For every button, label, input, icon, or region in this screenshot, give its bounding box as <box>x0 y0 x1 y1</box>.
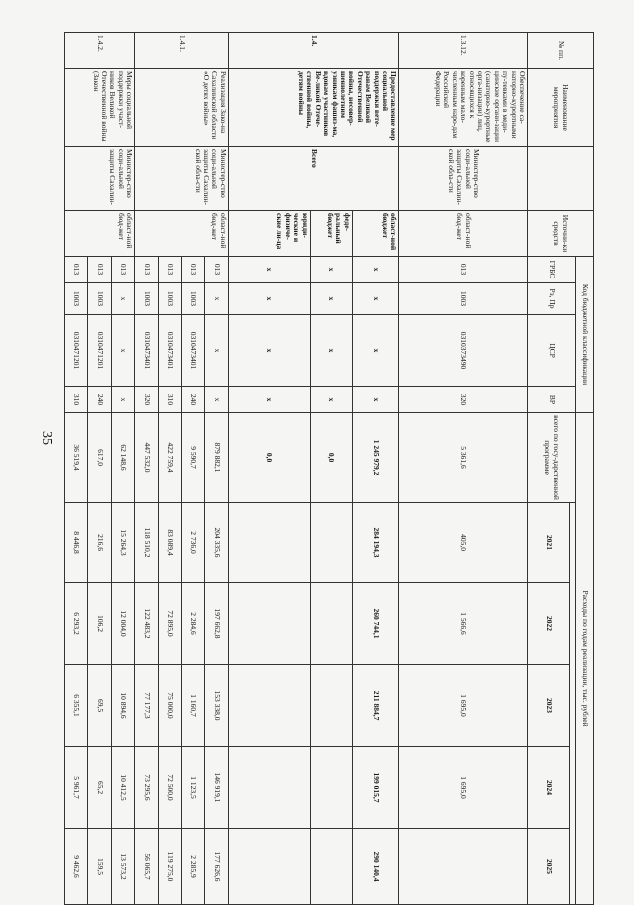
cell-rzpr: 1003 <box>399 283 528 315</box>
cell-2023 <box>228 665 310 747</box>
cell-2021: 8 446,8 <box>65 503 88 583</box>
cell-total: 0,0 <box>228 413 310 503</box>
cell-2024: 146 919,1 <box>205 747 228 829</box>
cell-2024 <box>310 747 352 829</box>
cell-rzpr: 1003 <box>88 283 111 315</box>
cell-2025: 56 065,7 <box>135 829 158 905</box>
cell-vr: 310 <box>65 387 88 413</box>
cell-total: 62 148,6 <box>111 413 134 503</box>
cell-rzpr: х <box>352 283 399 315</box>
cell-csr: х <box>352 315 399 387</box>
rotated-table-wrapper <box>64 32 594 904</box>
cell-total: 422 759,4 <box>158 413 181 503</box>
cell-2022 <box>310 583 352 665</box>
cell-2025 <box>228 829 310 905</box>
cell-2024: 1 695,0 <box>399 747 528 829</box>
cell-2021: 216,6 <box>88 503 111 583</box>
cell-2024: 199 015,7 <box>352 747 399 829</box>
cell-2024: 5 961,7 <box>65 747 88 829</box>
cell-grbs: 013 <box>205 257 228 283</box>
cell-total: 617,0 <box>88 413 111 503</box>
cell-rzpr: х <box>310 283 352 315</box>
row-executor: Всего <box>228 147 399 211</box>
cell-csr: х <box>111 315 134 387</box>
header-name: Наименование мероприятия <box>528 69 594 147</box>
header-num: № пп. <box>528 33 594 69</box>
cell-2023: 75 000,0 <box>158 665 181 747</box>
cell-2022: 6 293,2 <box>65 583 88 665</box>
cell-rzpr: х <box>228 283 310 315</box>
cell-rzpr: 1003 <box>65 283 88 315</box>
cell-2023: 69,5 <box>88 665 111 747</box>
cell-2022 <box>228 583 310 665</box>
cell-2023 <box>310 665 352 747</box>
cell-csr: 0310473401 <box>135 315 158 387</box>
cell-2023: 77 177,3 <box>135 665 158 747</box>
cell-2022: 12 004,0 <box>111 583 134 665</box>
cell-2021: 405,0 <box>399 503 528 583</box>
cell-grbs: 013 <box>399 257 528 283</box>
header-executor <box>528 147 594 211</box>
cell-csr: х <box>310 315 352 387</box>
cell-total: 879 882,1 <box>205 413 228 503</box>
cell-2025: 2 285,9 <box>181 829 204 905</box>
row-source: област-ной бюд-жет <box>135 211 229 257</box>
cell-2024: 65,2 <box>88 747 111 829</box>
header-vr: ВР <box>528 387 576 413</box>
row-name: Реализация Зако-на Сахалинской области «О детях войны» <box>135 69 229 147</box>
cell-total: 9 590,7 <box>181 413 204 503</box>
cell-csr: 0310473401 <box>158 315 181 387</box>
cell-csr: 0310473401 <box>181 315 204 387</box>
cell-2025: 13 573,2 <box>111 829 134 905</box>
cell-2024 <box>228 747 310 829</box>
cell-2022: 197 662,8 <box>205 583 228 665</box>
cell-csr: 0310373490 <box>399 315 528 387</box>
row-source: област-ной бюд-жет <box>65 211 135 257</box>
cell-vr: х <box>228 387 310 413</box>
table-row <box>111 33 134 905</box>
cell-2023: 1 160,7 <box>181 665 204 747</box>
row-num: 1.3.12. <box>399 33 528 69</box>
header-year-2021: 2021 <box>528 503 570 583</box>
header-grbs: ГРБС <box>528 257 576 283</box>
row-name: Меры социальной поддержки участ-ников Великой Отечественной войны (Закон <box>65 69 135 147</box>
cell-grbs: 013 <box>88 257 111 283</box>
cell-2021 <box>228 503 310 583</box>
cell-2025: 119 275,0 <box>158 829 181 905</box>
cell-total: 0,0 <box>310 413 352 503</box>
cell-vr: 240 <box>88 387 111 413</box>
cell-vr: 240 <box>181 387 204 413</box>
row-executor: Министер-ство соци-альной защиты Сахалин- <box>65 147 135 211</box>
cell-2025: 177 626,6 <box>205 829 228 905</box>
cell-rzpr: 1003 <box>181 283 204 315</box>
budget-table <box>64 32 594 905</box>
header-expenses: Расходы по годам реализации, тыс. рублей <box>576 413 594 905</box>
cell-2022: 2 284,6 <box>181 583 204 665</box>
cell-vr: х <box>111 387 134 413</box>
cell-2021: 2 736,0 <box>181 503 204 583</box>
cell-total: 447 532,0 <box>135 413 158 503</box>
cell-rzpr: 1003 <box>135 283 158 315</box>
row-source: феде-ральный бюджет <box>310 211 352 257</box>
cell-2023: 211 884,7 <box>352 665 399 747</box>
cell-vr: 320 <box>399 387 528 413</box>
header-budget-code: Код бюджетной классификации <box>576 257 594 413</box>
header-total: всего по госу-дарственной программе <box>528 413 576 503</box>
cell-2023: 6 355,1 <box>65 665 88 747</box>
row-num: 1.4.1. <box>135 33 229 69</box>
row-source: област-ной бюджет <box>352 211 399 257</box>
header-years-spacer <box>570 503 576 905</box>
cell-rzpr: х <box>205 283 228 315</box>
cell-2022: 122 483,2 <box>135 583 158 665</box>
cell-grbs: 013 <box>181 257 204 283</box>
header-year-2022: 2022 <box>528 583 570 665</box>
cell-2024: 1 123,5 <box>181 747 204 829</box>
cell-2021: 83 089,4 <box>158 503 181 583</box>
table-row <box>399 33 528 905</box>
header-csr: ЦСР <box>528 315 576 387</box>
cell-grbs: х <box>228 257 310 283</box>
cell-vr: 310 <box>158 387 181 413</box>
cell-2025: 159,5 <box>88 829 111 905</box>
row-name: Обеспечение са-наторно-курортными пу-тевками в меди-цинские органи-зации (санаторно-курортные орга-низации) лиц, относящихся к коренным мало-численным наро-дам Российской Федерации <box>399 69 528 147</box>
cell-2025: 9 462,6 <box>65 829 88 905</box>
cell-csr: 0310471201 <box>65 315 88 387</box>
cell-total: 5 361,6 <box>399 413 528 503</box>
cell-2023: 153 338,0 <box>205 665 228 747</box>
cell-2021 <box>310 503 352 583</box>
cell-2025 <box>310 829 352 905</box>
cell-vr: х <box>352 387 399 413</box>
cell-csr: 0310471201 <box>88 315 111 387</box>
cell-grbs: 013 <box>65 257 88 283</box>
row-source: юриди-ческие и физиче-ские ли-ца <box>228 211 310 257</box>
row-name: Предоставление мер социальной поддержки вете-ранам Великой Отечественной войны, несовер-шеннолетним узникам фашиз-ма, вдовам участников Ве-ликой Отече-ственной войны, детям войны <box>228 69 399 147</box>
row-num: 1.4. <box>228 33 399 69</box>
header-year-2023: 2023 <box>528 665 570 747</box>
cell-vr: 320 <box>135 387 158 413</box>
header-year-2025: 2025 <box>528 829 570 905</box>
cell-2021: 118 510,2 <box>135 503 158 583</box>
cell-grbs: х <box>310 257 352 283</box>
cell-2022: 1 566,6 <box>399 583 528 665</box>
cell-rzpr: х <box>111 283 134 315</box>
cell-grbs: 013 <box>135 257 158 283</box>
cell-2022: 106,2 <box>88 583 111 665</box>
cell-2021: 204 335,6 <box>205 503 228 583</box>
header-rzpr: Рз, Пр <box>528 283 576 315</box>
cell-csr: х <box>228 315 310 387</box>
cell-grbs: 013 <box>158 257 181 283</box>
cell-total: 1 245 979,2 <box>352 413 399 503</box>
cell-2024: 73 295,6 <box>135 747 158 829</box>
row-executor: Министер-ство соци-альной защиты Сахалин-ской обла-сти <box>135 147 229 211</box>
cell-2025: 290 140,4 <box>352 829 399 905</box>
cell-csr: х <box>205 315 228 387</box>
row-source: област-ной бюд-жет <box>399 211 528 257</box>
cell-2024: 72 500,0 <box>158 747 181 829</box>
cell-2023: 1 695,0 <box>399 665 528 747</box>
cell-2021: 15 264,3 <box>111 503 134 583</box>
cell-2023: 10 894,6 <box>111 665 134 747</box>
cell-vr: х <box>310 387 352 413</box>
row-executor: Министер-ство соци-альной защиты Сахалин-ской обла-сти <box>399 147 528 211</box>
cell-2024: 10 412,5 <box>111 747 134 829</box>
cell-2022: 260 744,1 <box>352 583 399 665</box>
cell-2021: 284 194,3 <box>352 503 399 583</box>
cell-grbs: х <box>352 257 399 283</box>
row-num: 1.4.2. <box>65 33 135 69</box>
cell-total: 36 519,4 <box>65 413 88 503</box>
cell-grbs: 013 <box>111 257 134 283</box>
table-row <box>352 33 399 905</box>
cell-2022: 72 895,0 <box>158 583 181 665</box>
cell-rzpr: 1003 <box>158 283 181 315</box>
page-number: 35 <box>39 431 54 445</box>
header-source: Источни-ки средств <box>528 211 594 257</box>
cell-2025 <box>399 829 528 905</box>
header-year-2024: 2024 <box>528 747 570 829</box>
table-row <box>205 33 228 905</box>
cell-vr: х <box>205 387 228 413</box>
